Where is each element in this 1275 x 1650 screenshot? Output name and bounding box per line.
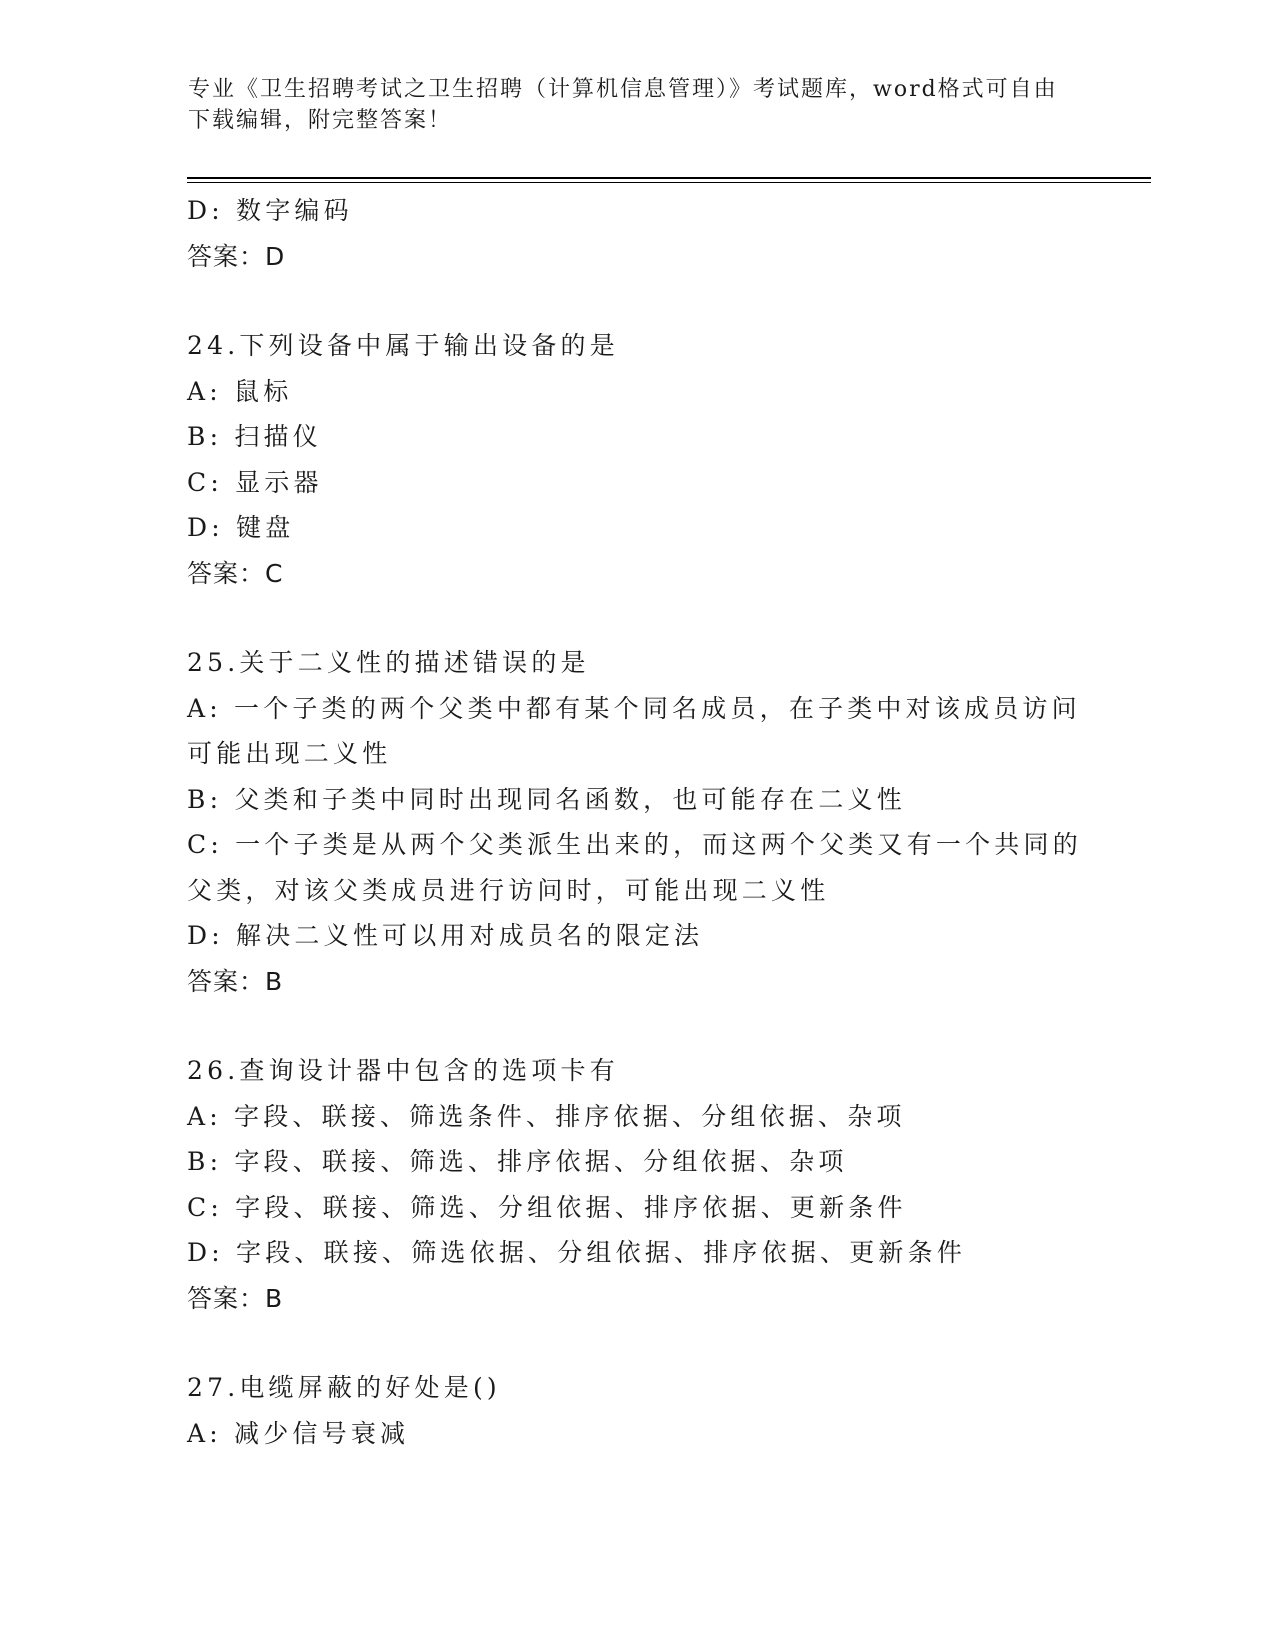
- header-rule-thick: [187, 177, 1151, 179]
- option-d: D: 解决二义性可以用对成员名的限定法: [187, 921, 704, 950]
- option-a: A: 减少信号衰减: [187, 1418, 410, 1448]
- question-26: [187, 1048, 1087, 1321]
- question-stem: 27.电缆屏蔽的好处是(): [187, 1373, 501, 1402]
- option-b: B: 扫描仪: [187, 422, 322, 451]
- option-c: C: 显示器: [187, 467, 323, 497]
- option-b: B: 字段、联接、筛选、排序依据、分组依据、杂项: [187, 1147, 848, 1176]
- option-d: D: 字段、联接、筛选依据、分组依据、排序依据、更新条件: [187, 1238, 967, 1267]
- question-stem: 26.查询设计器中包含的选项卡有: [187, 1056, 619, 1085]
- question-stem: 24.下列设备中属于输出设备的是: [187, 331, 619, 360]
- option-a: A: 鼠标: [187, 376, 293, 406]
- prev-question-answer: 答案：D: [187, 241, 286, 271]
- option-a: A: 一个子类的两个父类中都有某个同名成员，在子类中对该成员访问可能出现二义性: [187, 693, 1081, 768]
- question-answer: 答案：C: [187, 558, 284, 588]
- document-header: 专业《卫生招聘考试之卫生招聘（计算机信息管理）》考试题库，word格式可自由下载编辑，附完整答案！: [188, 77, 1058, 133]
- question-list: [187, 188, 1087, 1456]
- option-c: C: 一个子类是从两个父类派生出来的，而这两个父类又有一个共同的父类，对该父类成员进行访问时，可能出现二义性: [187, 830, 1082, 905]
- option-b: B: 父类和子类中同时出现同名函数，也可能存在二义性: [187, 784, 906, 814]
- question-24: [187, 323, 1087, 596]
- header-rule-thin: [187, 182, 1151, 183]
- question-25: [187, 640, 1087, 1004]
- option-c: C: 字段、联接、筛选、分组依据、排序依据、更新条件: [187, 1192, 907, 1222]
- option-d: D: 键盘: [187, 513, 295, 542]
- question-answer: 答案：B: [187, 966, 284, 996]
- option-a: A: 字段、联接、筛选条件、排序依据、分组依据、杂项: [187, 1101, 906, 1131]
- question-answer: 答案：B: [187, 1283, 284, 1313]
- question-stem: 25.关于二义性的描述错误的是: [187, 648, 590, 677]
- prev-question-option-d: D: 数字编码: [187, 196, 353, 225]
- question-27: [187, 1365, 1087, 1456]
